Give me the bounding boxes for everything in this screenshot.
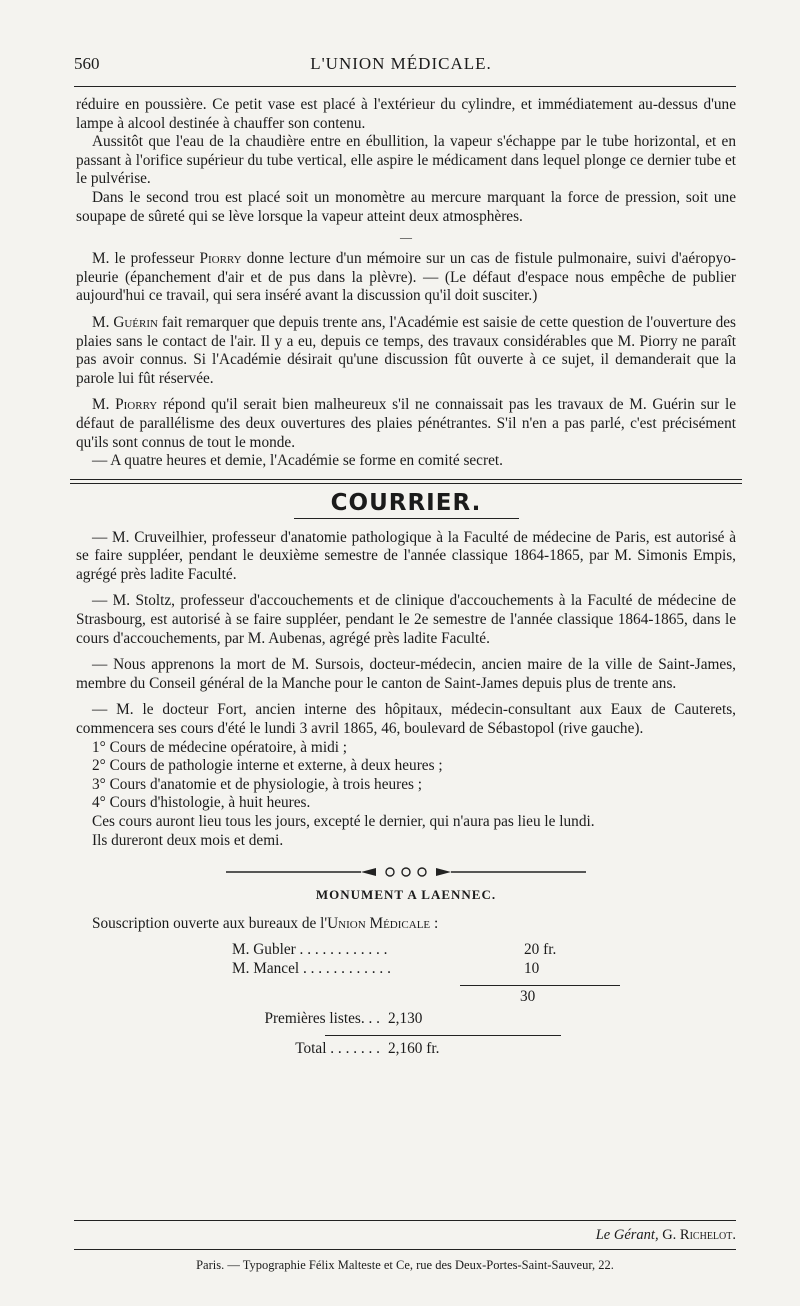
heading-rule bbox=[294, 518, 519, 519]
running-head bbox=[74, 54, 728, 80]
subtotal: 30 bbox=[520, 987, 536, 1005]
signature: Le Gérant, G. Richelot. bbox=[595, 1227, 736, 1243]
totals bbox=[160, 1010, 736, 1058]
printer-imprint: Paris. — Typographie Félix Malteste et Ce, rue des Deux-Portes-Saint-Sauveur, 22. bbox=[196, 1258, 614, 1272]
news-item: — M. Stoltz, professeur d'accouchements et de clinique d'accouchements à la Faculté de médecine de Strasbourg, est autorisé à se faire suppléer, pendant le 2e semestre de l'année classique 1864-1865, dans le cours d'accouchements, par M. Aubenas, agrégé près ladite Faculté. bbox=[76, 592, 736, 647]
speaker-name: Piorry bbox=[199, 250, 242, 268]
total-label: Total . . . . . . . bbox=[295, 1039, 380, 1057]
subscription-intro: Souscription ouverte aux bureaux de l'Union Médicale : bbox=[92, 914, 439, 932]
totals-row bbox=[160, 1040, 736, 1059]
subscriber-row bbox=[232, 960, 612, 979]
subscription-title: MONUMENT A LAENNEC. bbox=[315, 887, 497, 903]
subscriber-amount: 20 fr. bbox=[524, 941, 557, 959]
ornament-icon bbox=[226, 866, 586, 878]
list-item: 1° Cours de médecine opératoire, à midi ; bbox=[92, 738, 348, 756]
paragraph-guerin: M. Guérin fait remarquer que depuis trente ans, l'Académie est saisie de cette question de l'ouverture des plaies sans le contact de l'air. Il y a eu, depuis ce temps, des travaux considérables que M. Piorry ne paraît pas avoir connus. Si l'Académie désirait qu'une discussion fût ouverte à ce sujet, il demanderait que la parole lui fût réservée. bbox=[76, 313, 737, 387]
article-body bbox=[76, 96, 736, 1058]
paragraph: Ces cours auront lieu tous les jours, excepté le dernier, qui n'aura pas lieu le lundi. bbox=[92, 813, 595, 830]
paragraph: Aussitôt que l'eau de la chaudière entre en ébullition, la vapeur s'échappe par le tube horizontal, et en passant à l'orifice supérieur du tube vertical, elle aspire le médicament dans lequel plonge ce dernier tube et le pulvérise. bbox=[76, 133, 736, 188]
subscriber-amount: 10 bbox=[524, 959, 540, 977]
paragraph-piorry: M. le professeur Piorry donne lecture d'un mémoire sur un cas de fistule pulmonaire, suivi d'aéropyo-pleurie (épanchement d'air et de pus dans la plèvre). — (Le défaut d'espace nous empêche de publier aujourd'hui ce travail, qui sera inséré avant la discussion qu'il doit susciter.) bbox=[76, 250, 737, 305]
journal-name: Union Médicale bbox=[327, 914, 431, 932]
section-heading: COURRIER. bbox=[330, 489, 482, 516]
subscriber-row bbox=[232, 941, 612, 960]
list-item: 2° Cours de pathologie interne et externe, à deux heures ; bbox=[92, 757, 443, 775]
editor-name: G. Richelot. bbox=[662, 1227, 736, 1243]
paragraph-piorry-reply: M. Piorry répond qu'il serait bien malheureux s'il ne connaissait pas les travaux de M. Guérin sur le défaut de parallélisme des deux ouvertures des plaies pénétrantes. S'il n'en a pas parlé, c'est précisément qu'ils sont connus de tout le monde. bbox=[76, 396, 737, 451]
paragraph: Dans le second trou est placé soit un monomètre au mercure marquant la force de pression, soit une soupape de sûreté qui se lève lorsque la vapeur atteint deux atmosphères. bbox=[76, 188, 736, 225]
subscriber-list bbox=[232, 941, 612, 1006]
news-item: — M. le docteur Fort, ancien interne des hôpitaux, médecin-consultant aux Eaux de Cauterets, commencera ses cours d'été le lundi 3 avril 1865, 46, boulevard de Sébastopol (rive gauche). bbox=[76, 701, 736, 738]
paragraph: réduire en poussière. Ce petit vase est placé à l'extérieur du cylindre, et immédiatement au-dessus d'une lampe à alcool destinée à chauffer son contenu. bbox=[76, 96, 736, 132]
page-number: 560 bbox=[74, 54, 100, 73]
news-item: — M. Cruveilhier, professeur d'anatomie pathologique à la Faculté de médecine de Paris, est autorisé à se faire suppléer, pendant le deuxième semestre de l'année classique 1864-1865, par M. Simonis Empis, agrégé près ladite Faculté. bbox=[76, 528, 736, 583]
total-value: 2,160 fr. bbox=[388, 1039, 440, 1057]
sum-rule bbox=[460, 985, 620, 986]
header-rule bbox=[74, 86, 736, 87]
totals-row bbox=[160, 1010, 736, 1029]
journal-title: L'UNION MÉDICALE. bbox=[310, 54, 492, 73]
list-item: 4° Cours d'histologie, à huit heures. bbox=[92, 794, 311, 812]
speaker-name: Guérin bbox=[113, 313, 158, 331]
section-separator: — bbox=[400, 230, 412, 245]
paragraph: Ils dureront deux mois et demi. bbox=[92, 831, 284, 849]
subscriber-name: M. Mancel . . . . . . . . . . . . bbox=[232, 959, 391, 977]
double-rule bbox=[70, 479, 742, 484]
subscriber-name: M. Gubler . . . . . . . . . . . . bbox=[232, 941, 388, 959]
ornamental-divider bbox=[76, 866, 736, 878]
footer-rule bbox=[74, 1249, 736, 1250]
speaker-name: Piorry bbox=[115, 396, 158, 414]
signature-rule bbox=[74, 1220, 736, 1221]
total-rule bbox=[325, 1035, 561, 1036]
premieres-label: Premières listes. . . bbox=[264, 1010, 380, 1028]
course-list bbox=[76, 739, 736, 813]
list-item: 3° Cours d'anatomie et de physiologie, à trois heures ; bbox=[92, 775, 423, 793]
premieres-value: 2,130 bbox=[388, 1010, 423, 1028]
news-item: — Nous apprenons la mort de M. Sursois, docteur-médecin, ancien maire de la ville de Saint-James, membre du Conseil général de la Manche pour le canton de Saint-James depuis plus de trente ans. bbox=[76, 656, 736, 692]
paragraph: — A quatre heures et demie, l'Académie se forme en comité secret. bbox=[92, 452, 503, 470]
